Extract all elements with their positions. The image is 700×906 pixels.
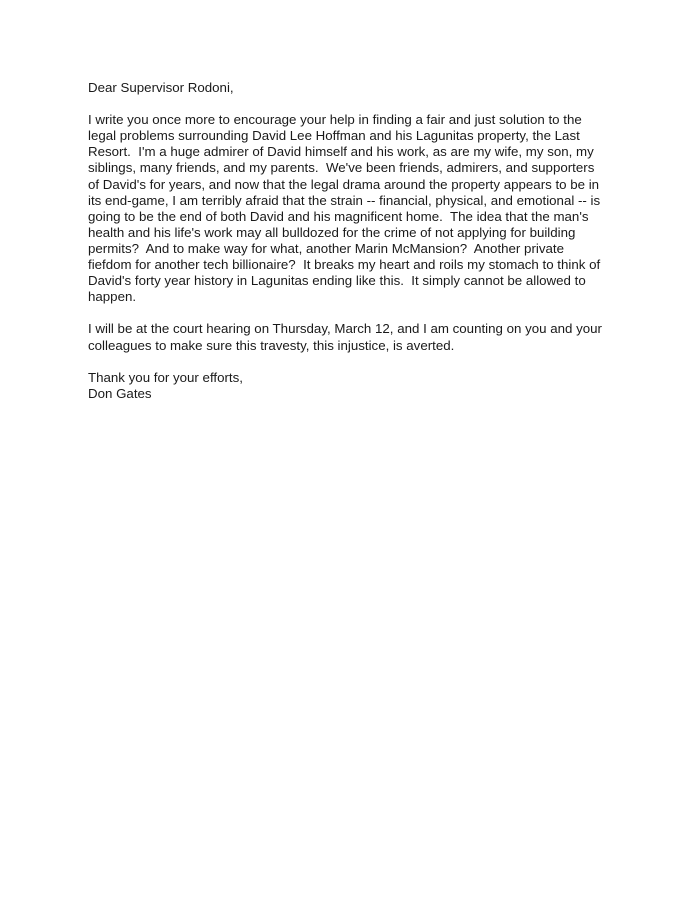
paragraph-gap [88, 354, 628, 370]
paragraph-1-line: of David's for years, and now that the legal drama around the property appears to be in [88, 176, 600, 192]
paragraph-gap [88, 96, 628, 112]
paragraph-1-line: health and his life's work may all bulldozed for the crime of not applying for building [88, 224, 576, 240]
paragraph-1-line: David's forty year history in Lagunitas ending like this. It simply cannot be allowed to [88, 273, 586, 289]
salutation: Dear Supervisor Rodoni, [88, 80, 234, 95]
paragraph-1-line: I write you once more to encourage your help in finding a fair and just solution to the [88, 112, 582, 128]
paragraph-gap [88, 305, 628, 321]
paragraph-1-line: happen. [88, 289, 137, 305]
closing: Thank you for your efforts, [88, 369, 243, 385]
paragraph-1-line: permits? And to make way for what, another Marin McMansion? Another private [88, 240, 564, 256]
paragraph-1-line: fiefdom for another tech billionaire? It breaks my heart and roils my stomach to think of [88, 257, 601, 273]
paragraph-2-line: colleagues to make sure this travesty, this injustice, is averted. [88, 337, 455, 353]
paragraph-2 [88, 321, 628, 353]
paragraph-1-line: Resort. I'm a huge admirer of David himself and his work, as are my wife, my son, my [88, 144, 594, 160]
paragraph-1-line: legal problems surrounding David Lee Hoffman and his Lagunitas property, the Last [88, 128, 580, 144]
signature: Don Gates [88, 385, 152, 401]
paragraph-1 [88, 112, 628, 305]
paragraph-1-line: siblings, many friends, and my parents. We've been friends, admirers, and supporters [88, 160, 595, 176]
letter-body [88, 80, 628, 402]
paragraph-1-line: its end-game, I am terribly afraid that the strain -- financial, physical, and emotional -- is [88, 192, 601, 208]
paragraph-1-line: going to be the end of both David and his magnificent home. The idea that the man's [88, 208, 589, 224]
paragraph-2-line: I will be at the court hearing on Thursday, March 12, and I am counting on you and your [88, 321, 602, 337]
